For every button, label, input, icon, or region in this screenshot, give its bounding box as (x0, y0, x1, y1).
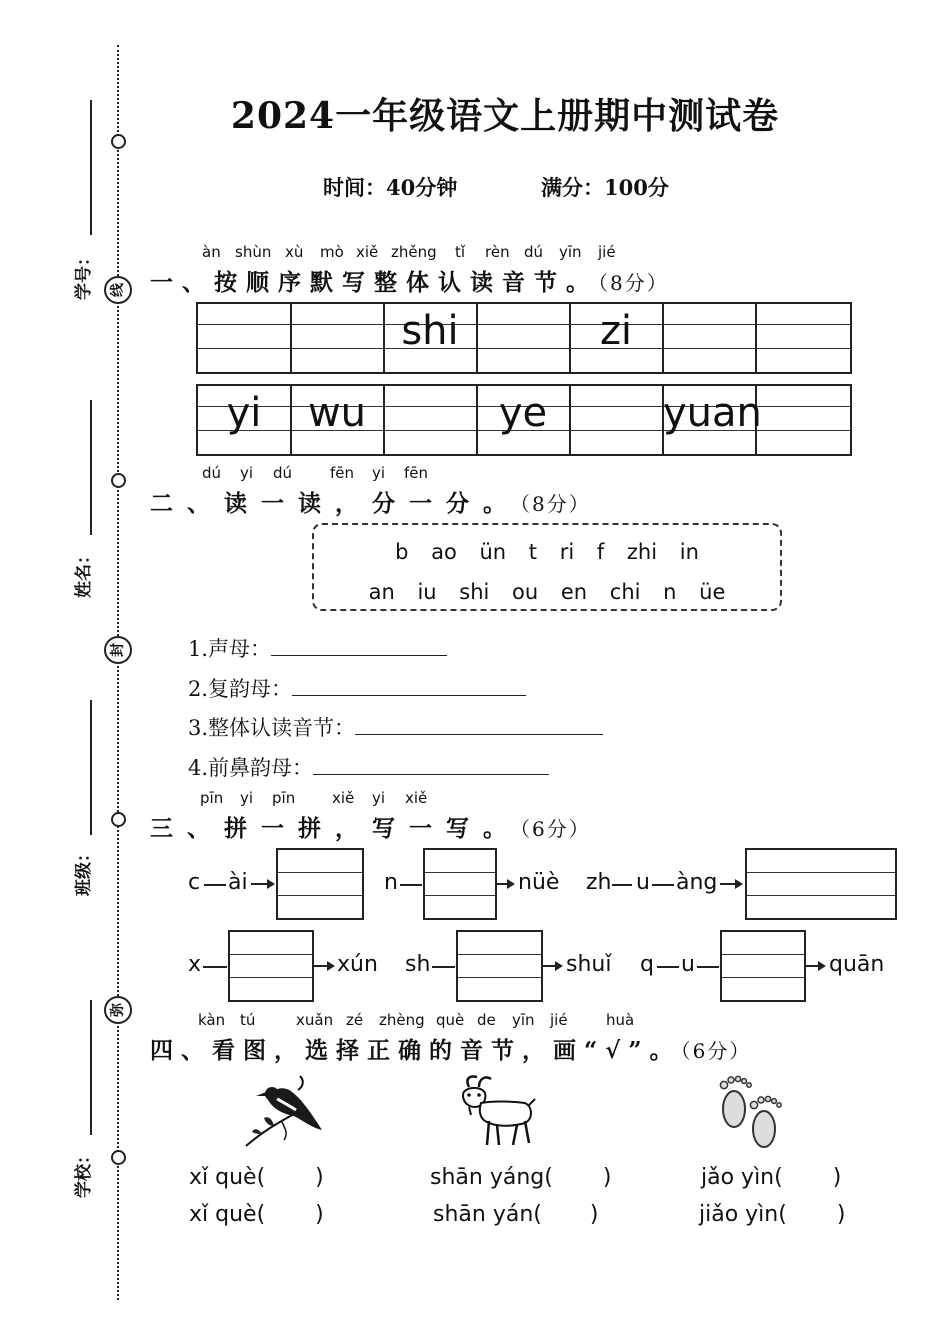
q2-score: （8分） (520, 492, 591, 516)
time-limit: 时间：40分钟 (323, 175, 458, 200)
q3-q: q (640, 952, 654, 977)
q3-link-line (203, 966, 227, 968)
school-line[interactable] (90, 1000, 92, 1135)
q2-pinyin-2: yi (240, 464, 254, 482)
q3-link-line (697, 966, 719, 968)
seal-xian: 线 (104, 276, 132, 304)
q1-pinyin-1: àn (202, 243, 221, 261)
q1-pinyin-10: yīn (559, 243, 582, 261)
student-id-label: 学号： (74, 249, 94, 300)
q3-x: x (188, 952, 202, 977)
q2-pinyin-6: fēn (404, 464, 429, 482)
q3-pinyin-2: yi (240, 789, 254, 807)
class-label: 班级： (74, 845, 94, 896)
q3-pinyin-4: xiě (332, 789, 355, 807)
q3-sh: sh (405, 952, 431, 977)
arrow-right-icon (495, 883, 509, 885)
arrow-right-icon (804, 965, 820, 967)
q1-row2-cell-2: wu (307, 390, 367, 436)
q4-pinyin-3: xuǎn (296, 1011, 334, 1029)
footprints-icon (714, 1071, 786, 1151)
q3-pinyin-3: pīn (272, 789, 296, 807)
q3-link-line (204, 884, 226, 886)
q1-row1-cell-3: shi (401, 308, 459, 354)
q2-item-1 (188, 633, 447, 663)
q2-heading (150, 485, 591, 518)
q1-row1-cell-5: zi (599, 308, 633, 354)
q4-pinyin-6: què (436, 1011, 465, 1029)
q3-quan: quān (829, 952, 885, 977)
q1-pinyin-9: dú (524, 243, 544, 261)
q1-pinyin-4: mò (320, 243, 344, 261)
arrow-right-icon (251, 883, 269, 885)
q3-u: u (636, 870, 650, 895)
q3-ang: àng (676, 870, 718, 895)
full-score: 满分：100分 (541, 175, 669, 200)
q3-link-line (432, 966, 455, 968)
q3-answer-box-4[interactable] (228, 930, 314, 1002)
name-label: 姓名： (74, 547, 94, 598)
q3-xun: xún (337, 952, 378, 977)
school-label: 学校： (74, 1147, 94, 1198)
q1-row2-cell-1: yi (226, 390, 262, 436)
q1-pinyin-3: xù (285, 243, 304, 261)
q4-pinyin-10: huà (606, 1011, 635, 1029)
q3-n: n (384, 870, 398, 895)
q1-pinyin-7: tǐ (455, 243, 466, 261)
q2-item-2-label: 2.复韵母： (188, 677, 293, 701)
q4-option-magpie-b[interactable]: xǐ què( ) (189, 1202, 324, 1227)
q4-heading-text: 四、看图，选择正确的音节，画“√”。 (150, 1037, 681, 1064)
q3-link-line (400, 884, 422, 886)
q3-u2: u (681, 952, 695, 977)
q3-pinyin-6: xiě (405, 789, 428, 807)
q4-pinyin-4: zé (346, 1011, 364, 1029)
arrow-right-icon (720, 883, 737, 885)
q4-pinyin-5: zhèng (379, 1011, 425, 1029)
q4-option-footprint-b[interactable]: jiǎo yìn( ) (699, 1202, 846, 1227)
q3-zh: zh (586, 870, 612, 895)
q4-option-magpie-a[interactable]: xǐ què( ) (189, 1165, 324, 1190)
q3-c: c (188, 870, 201, 895)
binding-hole (111, 812, 126, 827)
q1-pinyin-5: xiě (356, 243, 379, 261)
q3-ai: ài (228, 870, 248, 895)
q1-heading (150, 264, 669, 297)
name-line[interactable] (90, 400, 92, 535)
q4-pinyin-8: yīn (512, 1011, 535, 1029)
q1-pinyin-11: jié (598, 243, 616, 261)
q4-pinyin-9: jié (550, 1011, 568, 1029)
q1-pinyin-2: shùn (235, 243, 272, 261)
q1-score: （8分） (598, 271, 669, 295)
q3-link-line (657, 966, 679, 968)
syllable-box (312, 523, 782, 611)
q3-heading (150, 810, 591, 843)
q3-pinyin-1: pīn (200, 789, 224, 807)
q4-pinyin-1: kàn (198, 1011, 226, 1029)
q3-answer-box-1[interactable] (276, 848, 364, 920)
q3-score: （6分） (520, 817, 591, 841)
q2-item-3 (188, 712, 603, 742)
q2-item-4-label: 4.前鼻韵母： (188, 756, 314, 780)
q3-heading-text: 三、拼一拼，写一写。 (150, 815, 520, 842)
q2-item-1-blank[interactable] (271, 637, 447, 656)
arrow-right-icon (312, 965, 329, 967)
q2-pinyin-3: dú (273, 464, 293, 482)
syllable-row-2: an iu shi ou en chi n üe (368, 580, 726, 604)
arrow-right-icon (541, 965, 557, 967)
q2-item-3-label: 3.整体认读音节： (188, 716, 356, 740)
q3-answer-box-5[interactable] (456, 930, 543, 1002)
class-line[interactable] (90, 700, 92, 835)
q3-link-line (652, 884, 674, 886)
q4-heading (150, 1032, 751, 1065)
q4-score: （6分） (680, 1039, 752, 1063)
q1-pinyin-8: rèn (485, 243, 510, 261)
q2-pinyin-4: fēn (330, 464, 355, 482)
q3-answer-box-6[interactable] (720, 930, 806, 1002)
q1-row2-cell-6: yuan (663, 390, 762, 436)
page-title: 2024一年级语文上册期中测试卷 (230, 95, 780, 137)
q3-nue: nüè (518, 870, 560, 895)
q2-item-4-blank[interactable] (313, 756, 549, 775)
q3-pinyin-5: yi (372, 789, 386, 807)
magpie-icon (242, 1070, 326, 1150)
q2-item-2 (188, 673, 526, 703)
q1-pinyin-6: zhěng (391, 243, 437, 261)
binding-hole (111, 1150, 126, 1165)
q2-pinyin-1: dú (202, 464, 222, 482)
q1-heading-text: 一、按顺序默写整体认读音节。 (150, 269, 598, 296)
binding-hole (111, 473, 126, 488)
q2-item-3-blank[interactable] (355, 716, 603, 735)
q1-writing-row-1 (196, 302, 852, 374)
q2-item-2-blank[interactable] (292, 677, 526, 696)
q4-option-goat-b[interactable]: shān yán( ) (433, 1202, 599, 1227)
q4-option-footprint-a[interactable]: jǎo yìn( ) (701, 1165, 842, 1190)
q1-writing-row-2 (196, 384, 852, 456)
q2-heading-text: 二、读一读，分一分。 (150, 490, 520, 517)
q3-answer-box-3[interactable] (745, 848, 897, 920)
goat-icon (455, 1073, 537, 1149)
q4-option-goat-a[interactable]: shān yáng( ) (430, 1165, 612, 1190)
q4-pinyin-7: de (477, 1011, 496, 1029)
seal-mi: 弥 (104, 996, 132, 1024)
q2-item-4 (188, 752, 549, 782)
syllable-row-1: b ao ün t ri f zhi in (395, 540, 699, 564)
q3-shui: shuǐ (566, 952, 612, 977)
q2-item-1-label: 1.声母： (188, 637, 272, 661)
q3-link-line (612, 884, 632, 886)
seal-feng: 封 (104, 636, 132, 664)
q2-pinyin-5: yi (372, 464, 386, 482)
q1-row2-cell-4: ye (498, 390, 548, 436)
q4-pinyin-2: tú (240, 1011, 256, 1029)
binding-dotted-line (117, 45, 119, 1300)
q3-answer-box-2[interactable] (423, 848, 497, 920)
